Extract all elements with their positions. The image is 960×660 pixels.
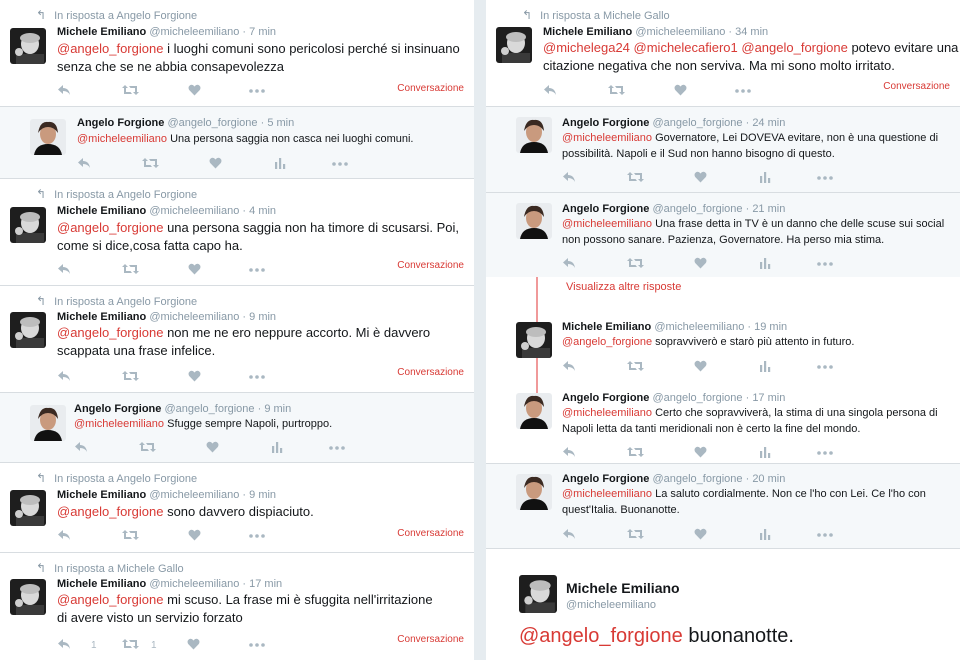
analytics-icon[interactable] bbox=[274, 157, 286, 169]
user-handle[interactable]: @micheleemiliano bbox=[149, 205, 240, 217]
reply-context: ↰ In risposta a Michele Gallo bbox=[36, 561, 184, 575]
avatar[interactable] bbox=[516, 393, 552, 429]
user-name[interactable]: Michele Emiliano bbox=[57, 205, 147, 217]
tweet-header bbox=[562, 473, 785, 485]
user-handle[interactable]: @micheleemiliano bbox=[149, 311, 240, 323]
retweet-icon[interactable] bbox=[627, 360, 644, 372]
avatar[interactable] bbox=[519, 575, 557, 613]
user-name[interactable]: Angelo Forgione bbox=[77, 117, 165, 129]
reply-context: ↰ In risposta a Michele Gallo bbox=[522, 8, 670, 22]
reply-icon[interactable] bbox=[57, 263, 71, 275]
mention-link[interactable]: @micheleemiliano bbox=[562, 218, 653, 230]
like-icon[interactable] bbox=[187, 638, 200, 650]
avatar[interactable] bbox=[496, 27, 532, 63]
retweet-icon[interactable] bbox=[122, 84, 139, 96]
user-handle[interactable]: @micheleemiliano bbox=[149, 26, 240, 38]
like-icon[interactable] bbox=[674, 84, 687, 96]
like-icon[interactable] bbox=[694, 360, 707, 372]
more-icon[interactable] bbox=[817, 365, 833, 369]
user-handle[interactable]: @micheleemiliano bbox=[654, 321, 745, 333]
retweet-icon[interactable] bbox=[122, 370, 139, 382]
like-icon[interactable] bbox=[206, 441, 219, 453]
more-icon[interactable] bbox=[249, 268, 265, 272]
mention-link[interactable]: @micheleemiliano bbox=[77, 133, 168, 145]
avatar[interactable] bbox=[516, 117, 552, 153]
tweet[interactable] bbox=[0, 393, 474, 463]
analytics-icon[interactable] bbox=[759, 360, 771, 372]
tweet-header bbox=[57, 311, 276, 323]
tweet-text: @angelo_forgione buonanotte. bbox=[519, 625, 794, 647]
tweet[interactable] bbox=[0, 107, 474, 179]
user-name[interactable]: Michele Emiliano bbox=[57, 489, 147, 501]
tweet-text: @angelo_forgione sopravviverò e starò più attento in futuro. bbox=[562, 336, 855, 348]
tweet[interactable] bbox=[486, 383, 960, 464]
mention-link[interactable]: @angelo_forgione bbox=[57, 41, 164, 56]
mention-link[interactable]: @angelo_forgione bbox=[57, 325, 164, 340]
avatar[interactable] bbox=[10, 28, 46, 64]
tweet-text: @micheleemiliano Sfugge sempre Napoli, purtroppo. bbox=[74, 418, 333, 430]
tweet-text: @michelega24 @michelecafiero1 @angelo_forgione potevo evitare una citazione negativa che non serviva. Ma mi sono molto irritato. bbox=[543, 40, 959, 74]
retweet-icon[interactable] bbox=[142, 157, 159, 169]
retweet-icon[interactable] bbox=[627, 528, 644, 540]
timestamp[interactable]: · 20 min bbox=[745, 473, 786, 485]
conversation-link[interactable]: Conversazione bbox=[397, 83, 464, 94]
user-handle[interactable]: @micheleemiliano bbox=[566, 599, 657, 611]
timestamp[interactable]: · 7 min bbox=[242, 26, 277, 38]
like-icon[interactable] bbox=[694, 528, 707, 540]
tweet[interactable] bbox=[0, 463, 474, 553]
timestamp[interactable]: · 5 min bbox=[260, 117, 295, 129]
tweet-header bbox=[562, 203, 785, 215]
like-icon[interactable] bbox=[694, 257, 707, 269]
user-name[interactable]: Michele Emiliano bbox=[57, 578, 147, 590]
more-icon[interactable] bbox=[249, 375, 265, 379]
like-icon[interactable] bbox=[188, 84, 201, 96]
timestamp[interactable]: · 9 min bbox=[257, 403, 292, 415]
tweet[interactable] bbox=[0, 179, 474, 286]
more-icon[interactable] bbox=[249, 643, 265, 647]
timestamp[interactable]: · 9 min bbox=[242, 311, 277, 323]
conversation-link[interactable]: Conversazione bbox=[397, 528, 464, 539]
tweet-header bbox=[57, 489, 276, 501]
user-name[interactable]: Michele Emiliano bbox=[562, 321, 652, 333]
tweet[interactable] bbox=[0, 0, 474, 107]
tweet[interactable] bbox=[0, 286, 474, 393]
reply-icon[interactable] bbox=[57, 370, 71, 382]
reply-context: ↰ In risposta a Angelo Forgione bbox=[36, 471, 198, 485]
user-handle[interactable]: @micheleemiliano bbox=[149, 578, 240, 590]
avatar[interactable] bbox=[516, 474, 552, 510]
left-timeline bbox=[0, 0, 474, 660]
reply-icon[interactable] bbox=[543, 84, 557, 96]
mention-link[interactable]: @micheleemiliano bbox=[562, 488, 653, 500]
conversation-link[interactable]: Conversazione bbox=[883, 81, 950, 92]
user-handle[interactable]: @micheleemiliano bbox=[149, 489, 240, 501]
tweet-text: @micheleemiliano Una frase detta in TV è un danno che delle scuse sui social non possono sanare. Pazienza, Governatore. Ha perso mia stima. bbox=[562, 218, 945, 246]
timestamp[interactable]: · 4 min bbox=[242, 205, 277, 217]
avatar[interactable] bbox=[10, 312, 46, 348]
timestamp[interactable]: · 21 min bbox=[745, 203, 786, 215]
retweet-icon[interactable] bbox=[139, 441, 156, 453]
user-handle[interactable]: @micheleemiliano bbox=[635, 26, 726, 38]
like-icon[interactable] bbox=[694, 446, 707, 458]
analytics-icon[interactable] bbox=[759, 257, 771, 269]
reply-icon[interactable] bbox=[562, 446, 576, 458]
more-icon[interactable] bbox=[735, 89, 751, 93]
tweet[interactable] bbox=[486, 312, 960, 378]
analytics-icon[interactable] bbox=[759, 171, 771, 183]
tweet-text: @angelo_forgione sono davvero dispiaciuto. bbox=[57, 504, 314, 519]
tweet[interactable] bbox=[486, 0, 960, 107]
retweet-icon[interactable] bbox=[627, 257, 644, 269]
tweet[interactable] bbox=[486, 464, 960, 549]
user-name[interactable]: Michele Emiliano bbox=[57, 311, 147, 323]
tweet-text: @angelo_forgione non me ne ero neppure accorto. Mi è davvero scappata una frase infelice. bbox=[57, 325, 431, 359]
reply-arrow-icon: ↰ bbox=[36, 471, 47, 485]
reply-arrow-icon: ↰ bbox=[36, 294, 47, 308]
avatar[interactable] bbox=[10, 579, 46, 615]
user-name[interactable]: Angelo Forgione bbox=[562, 203, 650, 215]
reply-arrow-icon: ↰ bbox=[36, 187, 47, 201]
more-icon[interactable] bbox=[249, 534, 265, 538]
like-icon[interactable] bbox=[188, 263, 201, 275]
tweet-header bbox=[57, 26, 276, 38]
reply-context: ↰ In risposta a Angelo Forgione bbox=[36, 294, 198, 308]
user-handle[interactable]: @angelo_forgione bbox=[652, 117, 743, 129]
like-icon[interactable] bbox=[188, 529, 201, 541]
like-count: 1 bbox=[151, 640, 157, 651]
conversation-link[interactable]: Conversazione bbox=[397, 367, 464, 378]
analytics-icon[interactable] bbox=[271, 441, 283, 453]
retweet-icon[interactable] bbox=[122, 638, 139, 650]
tweet-header bbox=[57, 578, 282, 590]
tweet-text: @micheleemiliano Governatore, Lei DOVEVA evitare, non è una questione di possibilità. Napoli e il Sud non hanno bisogno di questo. bbox=[562, 132, 939, 160]
right-timeline bbox=[486, 0, 960, 660]
avatar[interactable] bbox=[516, 322, 552, 358]
reply-context: ↰ In risposta a Angelo Forgione bbox=[36, 187, 198, 201]
tweet-header bbox=[74, 403, 291, 415]
reply-icon[interactable] bbox=[562, 257, 576, 269]
tweet-header bbox=[562, 117, 785, 129]
more-icon[interactable] bbox=[817, 176, 833, 180]
mention-link[interactable]: @micheleemiliano bbox=[74, 418, 165, 430]
reply-arrow-icon: ↰ bbox=[36, 561, 47, 575]
analytics-icon[interactable] bbox=[759, 528, 771, 540]
mention-link[interactable]: @micheleemiliano bbox=[562, 132, 653, 144]
mention-link[interactable]: @michelega24 @michelecafiero1 @angelo_forgione bbox=[543, 40, 848, 55]
retweet-count: 1 bbox=[91, 640, 97, 651]
timestamp[interactable]: · 9 min bbox=[242, 489, 277, 501]
timestamp[interactable]: · 24 min bbox=[745, 117, 786, 129]
tweet-text: @micheleemiliano Una persona saggia non casca nei luoghi comuni. bbox=[77, 133, 414, 145]
avatar[interactable] bbox=[30, 405, 66, 441]
tweet[interactable] bbox=[0, 553, 474, 660]
reply-icon[interactable] bbox=[562, 360, 576, 372]
more-icon[interactable] bbox=[332, 162, 348, 166]
reply-icon[interactable] bbox=[562, 171, 576, 183]
reply-icon[interactable] bbox=[57, 638, 71, 650]
timestamp[interactable]: · 34 min bbox=[728, 26, 769, 38]
more-icon[interactable] bbox=[329, 446, 345, 450]
avatar[interactable] bbox=[516, 203, 552, 239]
user-name[interactable]: Angelo Forgione bbox=[562, 473, 650, 485]
tweet-header bbox=[562, 392, 785, 404]
conversation-link[interactable]: Conversazione bbox=[397, 260, 464, 271]
reply-icon[interactable] bbox=[57, 84, 71, 96]
conversation-link[interactable]: Conversazione bbox=[397, 634, 464, 645]
tweet-header bbox=[543, 26, 768, 38]
reply-arrow-icon: ↰ bbox=[522, 8, 533, 22]
tweet-text: @micheleemiliano La saluto cordialmente. Non ce l'ho con Lei. Ce l'ho con quest'Italia. Buonanotte. bbox=[562, 488, 926, 516]
mention-link[interactable]: @angelo_forgione bbox=[57, 592, 164, 607]
timestamp[interactable]: · 17 min bbox=[242, 578, 283, 590]
user-handle[interactable]: @angelo_forgione bbox=[652, 473, 743, 485]
timestamp[interactable]: · 19 min bbox=[747, 321, 788, 333]
more-icon[interactable] bbox=[817, 533, 833, 537]
user-handle[interactable]: @angelo_forgione bbox=[164, 403, 255, 415]
mention-link[interactable]: @angelo_forgione bbox=[57, 504, 164, 519]
tweet-header bbox=[562, 321, 787, 333]
show-more-replies-link[interactable]: Visualizza altre risposte bbox=[566, 281, 682, 293]
like-icon[interactable] bbox=[188, 370, 201, 382]
more-icon[interactable] bbox=[249, 89, 265, 93]
reply-icon[interactable] bbox=[74, 441, 88, 453]
tweet-header bbox=[57, 205, 276, 217]
reply-context: ↰ In risposta a Angelo Forgione bbox=[36, 8, 198, 22]
retweet-icon[interactable] bbox=[608, 84, 625, 96]
mention-link[interactable]: @angelo_forgione bbox=[519, 625, 683, 647]
tweet-header bbox=[77, 117, 294, 129]
featured-tweet[interactable] bbox=[486, 549, 960, 660]
avatar[interactable] bbox=[10, 207, 46, 243]
retweet-icon[interactable] bbox=[627, 446, 644, 458]
more-icon[interactable] bbox=[817, 451, 833, 455]
user-name[interactable]: Michele Emiliano bbox=[566, 580, 680, 596]
user-handle[interactable]: @angelo_forgione bbox=[652, 392, 743, 404]
reply-arrow-icon: ↰ bbox=[36, 8, 47, 22]
mention-link[interactable]: @angelo_forgione bbox=[57, 220, 164, 235]
tweet[interactable] bbox=[486, 193, 960, 277]
avatar[interactable] bbox=[30, 119, 66, 155]
user-handle[interactable]: @angelo_forgione bbox=[167, 117, 258, 129]
avatar[interactable] bbox=[10, 490, 46, 526]
more-icon[interactable] bbox=[817, 262, 833, 266]
reply-icon[interactable] bbox=[57, 529, 71, 541]
tweet-text: @angelo_forgione i luoghi comuni sono pericolosi perché si insinuano senza che se ne abbia consapevolezza bbox=[57, 41, 460, 75]
user-name[interactable]: Michele Emiliano bbox=[57, 26, 147, 38]
tweet-text: @angelo_forgione mi scuso. La frase mi è sfuggita nell'irritazione di avere visto un servizio forzato bbox=[57, 592, 433, 626]
tweet-text: @micheleemiliano Certo che sopravviverà, la stima di una singola persona di Napoli letta da tanti meridionali non è certo la fine del mondo. bbox=[562, 407, 938, 435]
reply-icon[interactable] bbox=[562, 528, 576, 540]
mention-link[interactable]: @micheleemiliano bbox=[562, 407, 653, 419]
retweet-icon[interactable] bbox=[122, 263, 139, 275]
user-name[interactable]: Michele Emiliano bbox=[543, 26, 633, 38]
reply-icon[interactable] bbox=[77, 157, 91, 169]
tweet[interactable] bbox=[486, 107, 960, 193]
like-icon[interactable] bbox=[694, 171, 707, 183]
retweet-icon[interactable] bbox=[627, 171, 644, 183]
user-name[interactable]: Angelo Forgione bbox=[74, 403, 162, 415]
user-name[interactable]: Angelo Forgione bbox=[562, 392, 650, 404]
like-icon[interactable] bbox=[209, 157, 222, 169]
mention-link[interactable]: @angelo_forgione bbox=[562, 336, 653, 348]
timestamp[interactable]: · 17 min bbox=[745, 392, 786, 404]
user-name[interactable]: Angelo Forgione bbox=[562, 117, 650, 129]
user-handle[interactable]: @angelo_forgione bbox=[652, 203, 743, 215]
analytics-icon[interactable] bbox=[759, 446, 771, 458]
tweet-text: @angelo_forgione una persona saggia non ha timore di scusarsi. Poi, come si dice,cosa fatta capo ha. bbox=[57, 220, 460, 254]
retweet-icon[interactable] bbox=[122, 529, 139, 541]
